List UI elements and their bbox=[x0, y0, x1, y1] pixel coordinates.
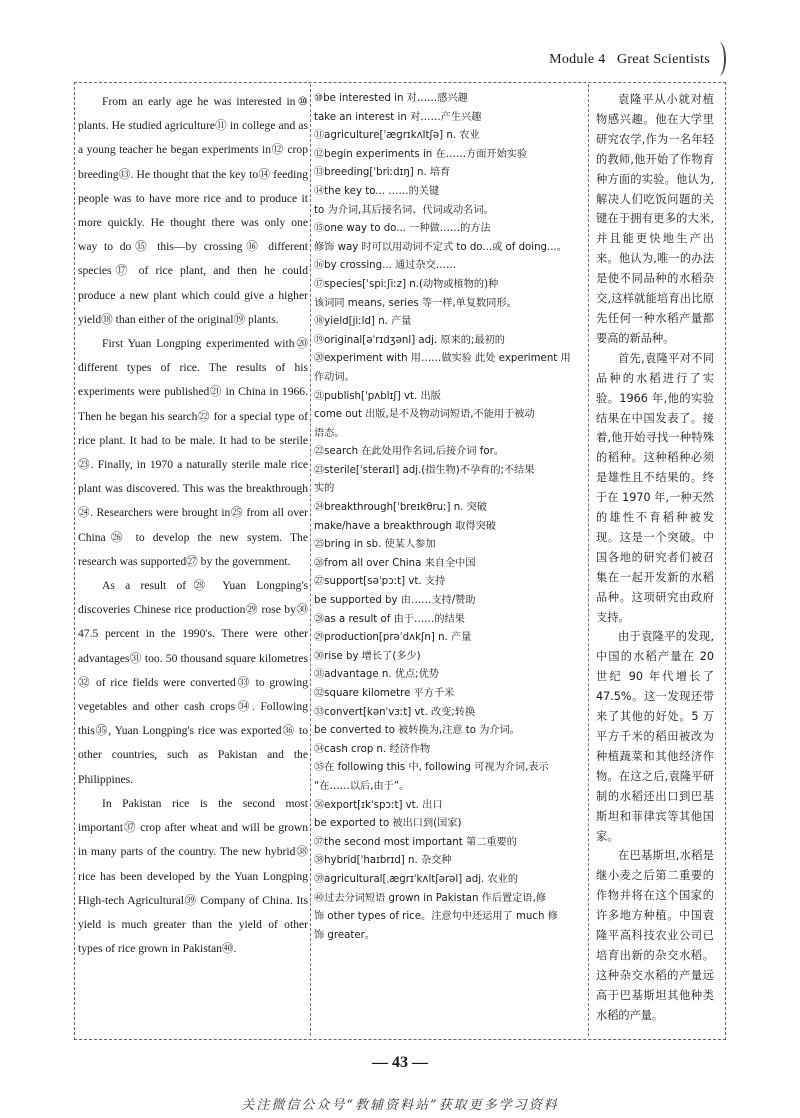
note-item: ㉕bring in sb. 使某人参加 bbox=[314, 539, 436, 551]
note-item: ㉟在 following this 中, following 可视为介词,表示 bbox=[314, 762, 549, 774]
note-item: ㉛advantage n. 优点;优势 bbox=[314, 669, 439, 681]
note-item: 作动词。 bbox=[314, 371, 355, 383]
note-item: come out 出版,是不及物动词短语,不能用于被动 bbox=[314, 409, 535, 421]
note-item: ㊴agricultural[ˌæɡrɪˈkʌltʃərəl] adj. 农业的 bbox=[314, 873, 519, 885]
note-item: take an interest in 对……产生兴趣 bbox=[314, 111, 482, 123]
note-item: 饰 other types of rice。注意句中还运用了 much 修 bbox=[314, 911, 558, 923]
note-item: ⑯by crossing... 通过杂交…… bbox=[314, 260, 457, 272]
module-label: Module 4 bbox=[549, 52, 606, 67]
page-number: — 43 — bbox=[372, 1054, 428, 1071]
note-item: ㉓sterile[ˈsteraɪl] adj.(指生物)不孕育的;不结果 bbox=[314, 464, 535, 476]
note-item: to 为介词,其后接名词、代词或动名词。 bbox=[314, 204, 494, 216]
note-item: 饰 greater。 bbox=[314, 929, 376, 941]
module-title: Great Scientists bbox=[616, 52, 710, 67]
note-item: ㉙production[prəˈdʌkʃn] n. 产量 bbox=[314, 632, 472, 644]
promo-text: 关注微信公众号“教辅资料站”获取更多学习资料 bbox=[241, 1098, 559, 1113]
chinese-paragraph: 由于袁隆平的发现,中国的水稻产量在 20 世纪 90 年代增长了 47.5%。这一发现还带来了其他的好处。5 万平方千米的稻田被改为种植蔬菜和其他经济作物。在这之后,袁隆平研制的水稻还出口到巴基斯坦和菲律宾等其他国家。 bbox=[596, 630, 714, 843]
note-item: ㉚rise by 增长了(多少) bbox=[314, 650, 421, 662]
english-text-column bbox=[78, 90, 308, 961]
note-item: ⑮one way to do... 一种做……的方法 bbox=[314, 223, 491, 235]
note-item: 该词同 means, series 等一样,单复数同形。 bbox=[314, 297, 517, 309]
note-item: ⑬breeding[ˈbriːdɪŋ] n. 培育 bbox=[314, 167, 451, 179]
notes-list bbox=[314, 90, 584, 945]
note-item: ㊳hybrid[ˈhaɪbrɪd] n. 杂交种 bbox=[314, 855, 452, 867]
note-item: ㉑publish[ˈpʌblɪʃ] vt. 出版 bbox=[314, 390, 441, 402]
note-item: ⑰species[ˈspiːʃiːz] n.(动物或植物的)种 bbox=[314, 278, 499, 290]
note-item: ⑭the key to... ……的关键 bbox=[314, 185, 440, 197]
column-divider bbox=[588, 84, 589, 1036]
note-item: 语态。 bbox=[314, 427, 345, 439]
english-paragraph: In Pakistan rice is the second most important㊲ crop after wheat and will be grown in many parts of the country. The new hybrid㊳ rice has been developed by the Yuan Longping High-tech Agricultural㊴ Company of China. Its yield is much greater than the yield of other types of rice grown in Pakistan㊵. bbox=[78, 796, 308, 956]
note-item: ⑩be interested in 对……感兴趣 bbox=[314, 93, 468, 104]
chinese-paragraph: 袁隆平从小就对植物感兴趣。他在大学里研究农学,作为一名年轻的教师,他开始了作物育种方面的实验。他认为,解决人们吃饭问题的关键在于拥有更多的大米,并且能更快地生产出来。他认为,唯一的办法是使不同品种的水稻杂交,这样就能培育出比原先任何一种水稻产量都要高的新品种。 bbox=[596, 93, 714, 345]
english-paragraph: From an early age he was interested in⑩ plants. He studied agriculture⑪ in college and as a young teacher he began experiments in⑫ crop breeding⑬. He thought that the key to⑭ feeding people was to have more rice and to produce it more quickly. He thought there was only one way to do⑮ this—by crossing⑯ different species⑰ of rice plant, and then he could produce a new plant which could give a higher yield⑱ than either of the original⑲ plants. bbox=[78, 95, 308, 326]
note-item: be converted to 被转换为,注意 to 为介词。 bbox=[314, 725, 520, 737]
note-item: ㉗support[səˈpɔːt] vt. 支持 bbox=[314, 576, 446, 588]
note-item: 修饰 way 时可以用动词不定式 to do...或 of doing...。 bbox=[314, 241, 567, 253]
note-item: make/have a breakthrough 取得突破 bbox=[314, 520, 496, 532]
column-divider bbox=[310, 84, 311, 1036]
vocabulary-notes-column bbox=[314, 90, 584, 945]
note-item: ㉖from all over China 来自全中国 bbox=[314, 557, 476, 569]
note-item: ㉝convert[kənˈvɜːt] vt. 改变;转换 bbox=[314, 706, 476, 718]
note-item: 实的 bbox=[314, 483, 335, 495]
chinese-paragraph: 首先,袁隆平对不同品种的水稻进行了实验。1966 年,他的实验结果在中国发表了。接着,他开始寻找一种特殊的稻种。这种稻种必须是雄性且不结果的。终于在 1970 年,一种天然的雄性不育稻种被发现。这是一个突破。中国各地的研究者们被召集在一起开发新的水稻品种。这项研究由政府支持。 bbox=[596, 351, 714, 624]
note-item: “在……以后,由于”。 bbox=[314, 780, 410, 792]
page-header bbox=[549, 52, 710, 68]
chinese-paragraph: 在巴基斯坦,水稻是继小麦之后第二重要的作物并将在这个国家的许多地方种植。中国袁隆平高科技农业公司已培育出新的杂交水稻。这种杂交水稻的产量远高于巴基斯坦其他种类水稻的产量。 bbox=[596, 849, 714, 1022]
english-paragraph: As a result of㉘ Yuan Longping's discoveries Chinese rice production㉙ rose by㉚ 47.5 percent in the 1990's. There were other advantages㉛ too. 50 thousand square kilometres㉜ of rice fields were converted㉝ to growing vegetables and other cash crops㉞. Following this㉟, Yuan Longping's rice was exported㊱ to other countries, such as Pakistan and the Philippines. bbox=[78, 579, 308, 786]
note-item: ㉘as a result of 由于……的结果 bbox=[314, 613, 465, 625]
note-item: ⑱yield[jiːld] n. 产量 bbox=[314, 316, 412, 328]
note-item: ㉜square kilometre 平方千米 bbox=[314, 688, 455, 699]
english-paragraph: First Yuan Longping experimented with⑳ different types of rice. The results of his experiments were published㉑ in China in 1966. Then he began his search㉒ for a special type of rice plant. It had to be male. It had to be sterile㉓. Finally, in 1970 a naturally sterile male rice plant was discovered. This was the breakthrough㉔. Researchers were brought in㉕ from all over China㉖ to develop the new system. The research was supported㉗ by the government. bbox=[78, 337, 308, 568]
header-decoration bbox=[712, 42, 726, 76]
note-item: ⑫begin experiments in 在……方面开始实验 bbox=[314, 148, 528, 160]
chinese-translation-column bbox=[596, 90, 714, 1026]
note-item: ㉞cash crop n. 经济作物 bbox=[314, 743, 431, 755]
note-item: ⑳experiment with 用……做实验 此处 experiment 用 bbox=[314, 353, 571, 365]
note-item: be supported by 由……支持/赞助 bbox=[314, 595, 476, 607]
note-item: ⑪agriculture[ˈæɡrɪkʌltʃə] n. 农业 bbox=[314, 130, 480, 142]
note-item: ㉔breakthrough[ˈbreɪkθruː] n. 突破 bbox=[314, 502, 488, 514]
note-item: ㉒search 在此处用作名词,后接介词 for。 bbox=[314, 446, 504, 458]
note-item: ㊲the second most important 第二重要的 bbox=[314, 836, 517, 848]
note-item: be exported to 被出口到(国家) bbox=[314, 818, 462, 830]
note-item: ㊵过去分词短语 grown in Pakistan 作后置定语,修 bbox=[314, 892, 547, 904]
note-item: ⑲original[əˈrɪdʒənl] adj. 原来的;最初的 bbox=[314, 334, 505, 346]
note-item: ㊱export[ɪkˈspɔːt] vt. 出口 bbox=[314, 799, 443, 811]
